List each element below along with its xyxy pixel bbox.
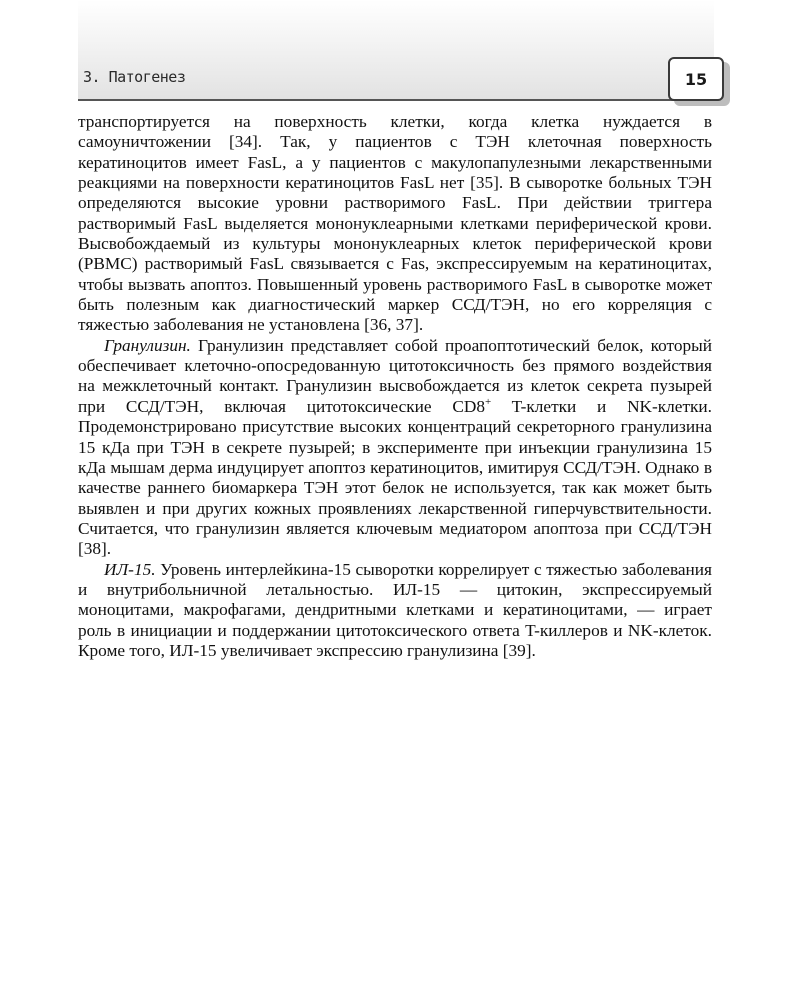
chapter-title: 3. Патогенез [83,68,186,86]
paragraph-text: Уровень интерлейкина-15 сыворотки коррелирует с тяжестью заболевания и внутрибольничной летальностью. ИЛ-15 — цитокин, экспрессируемый моноцитами, макрофагами, дендритными клетками и кератиноцитами, — играет роль в инициации и поддержании цитотоксического ответа T-киллеров и NK-клеток. Кроме того, ИЛ-15 увеличивает экспрессию гранулизина [39]. [78,559,712,660]
paragraph-lead: Гранулизин. [104,335,191,355]
paragraph-il15 [78,560,712,662]
paragraph-granulysin [78,336,712,560]
page-number: 15 [684,69,708,89]
paragraph-text: транспортируется на поверхность клетки, когда клетка нуждается в самоуничтожении [34]. Так, у пациентов с ТЭН клеточная поверхность кератиноцитов имеет FasL, а у пациентов с макулопапулезными лекарственными реакциями на поверхности кератиноцитов FasL нет [35]. В сыворотке больных ТЭН определяются высокие уровни растворимого FasL. При действии триггера растворимый FasL выделяется мононуклеарными клетками периферической крови. Высвобождаемый из культуры мононуклеарных клеток периферической крови (PBMC) растворимый FasL связывается с Fas, экспрессируемым на кератиноцитах, чтобы вызвать апоптоз. Повышенный уровень растворимого FasL в сыворотке может быть полезным как диагностический маркер ССД/ТЭН, но его корреляция с тяжестью заболевания не установлена [36, 37]. [78,112,712,335]
paragraph-fasl [78,112,712,336]
paragraph-lead: ИЛ-15. [104,559,156,579]
body-text [78,112,712,661]
page-number-box [668,57,724,101]
paragraph-text-continued: T-клетки и NK-клетки. Продемонстрировано присутствие высоких концентраций секреторного гранулизина 15 кДа при ТЭН в секрете пузырей; в эксперименте при инъекции гранулизина 15 кДа мышам дерма индуцирует апоптоз кератиноцитов, имитируя ССД/ТЭН. Однако в качестве раннего биомаркера ТЭН этот белок не используется, так как может быть выявлен и при других кожных проявлениях лекарственной гиперчувствительности. Считается, что гранулизин является ключевым медиатором апоптоза при ССД/ТЭН [38]. [78,396,712,559]
paragraph-text: Гранулизин представляет собой проапоптотический белок, который обеспечивает клеточно-опосредованную цитотоксичность без прямого воздействия на межклеточный контакт. Гранулизин высвобождается из клеток секрета пузырей при ССД/ТЭН, включая цитотоксические CD8 [78,335,712,416]
header-rule [78,99,692,101]
superscript: + [485,396,492,409]
